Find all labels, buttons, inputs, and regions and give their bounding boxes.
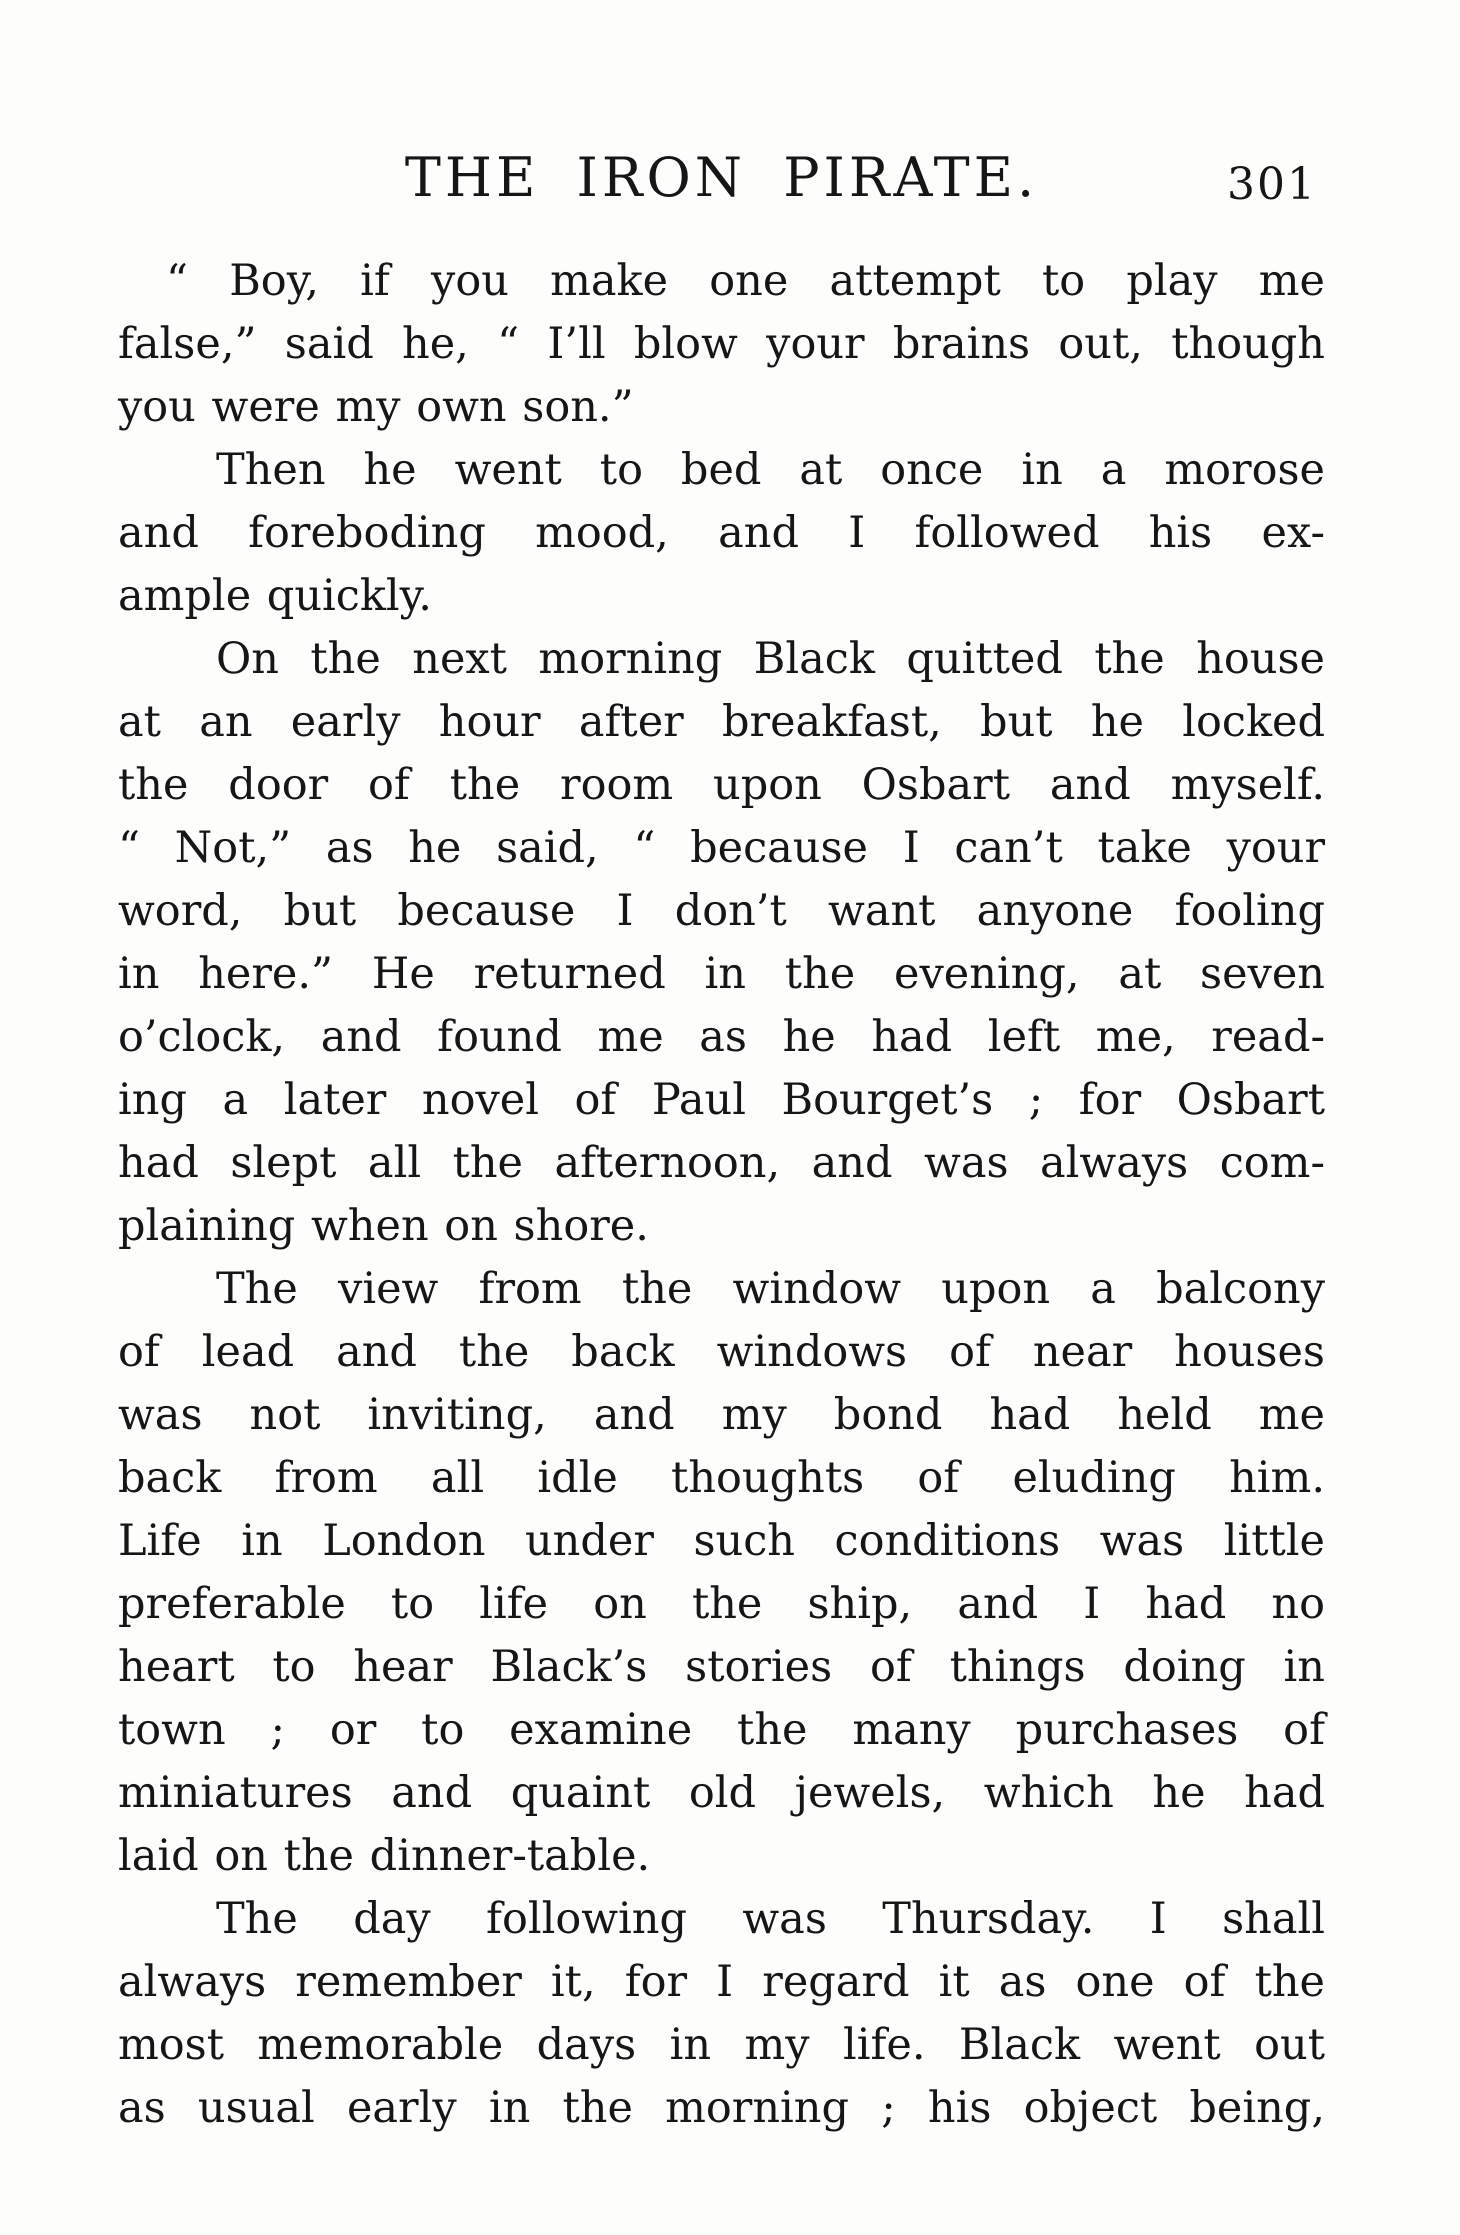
text-line: laid on the dinner-table. [118, 1831, 651, 1881]
text-line: false,” said he, “ I’ll blow your brains out, though [118, 319, 1325, 369]
running-head [118, 148, 1325, 212]
text-line: as usual early in the morning ; his object being, [118, 2083, 1325, 2133]
paragraph [118, 1888, 1325, 2140]
text-line: plaining when on shore. [118, 1201, 649, 1251]
text-line: Then he went to bed at once in a morose [216, 445, 1325, 495]
page-number: 301 [1227, 159, 1317, 210]
text-line: at an early hour after breakfast, but he locked [118, 697, 1325, 747]
paragraph [118, 1258, 1325, 1888]
text-line: and foreboding mood, and I followed his ex- [118, 508, 1325, 558]
text-line: The view from the window upon a balcony [216, 1264, 1325, 1314]
page-title: THE IRON PIRATE. [404, 146, 1039, 209]
text-line: The day following was Thursday. I shall [216, 1894, 1325, 1944]
page-body [118, 250, 1325, 2140]
text-line: in here.” He returned in the evening, at seven [118, 949, 1325, 999]
text-line: of lead and the back windows of near houses [118, 1327, 1325, 1377]
text-line: heart to hear Black’s stories of things doing in [118, 1642, 1325, 1692]
text-line: “ Not,” as he said, “ because I can’t take your [118, 823, 1325, 873]
text-line: always remember it, for I regard it as one of the [118, 1957, 1325, 2007]
text-line: word, but because I don’t want anyone fooling [118, 886, 1325, 936]
text-line: On the next morning Black quitted the house [216, 634, 1325, 684]
text-line: ing a later novel of Paul Bourget’s ; for Osbart [118, 1075, 1325, 1125]
text-line: o’clock, and found me as he had left me, read- [118, 1012, 1325, 1062]
text-line: you were my own son.” [118, 382, 634, 432]
text-line: Life in London under such conditions was little [118, 1516, 1325, 1566]
paragraph [118, 628, 1325, 1258]
text-line: “ Boy, if you make one attempt to play me [166, 256, 1325, 306]
text-line: back from all idle thoughts of eluding him. [118, 1453, 1325, 1503]
text-line: the door of the room upon Osbart and myself. [118, 760, 1325, 810]
text-line: miniatures and quaint old jewels, which he had [118, 1768, 1325, 1818]
text-line: ample quickly. [118, 571, 432, 621]
text-line: most memorable days in my life. Black went out [118, 2020, 1325, 2070]
text-line: preferable to life on the ship, and I had no [118, 1579, 1325, 1629]
text-line: town ; or to examine the many purchases of [118, 1705, 1325, 1755]
text-line: had slept all the afternoon, and was always com- [118, 1138, 1325, 1188]
paragraph [118, 439, 1325, 628]
paragraph [118, 250, 1325, 439]
text-line: was not inviting, and my bond had held me [118, 1390, 1325, 1440]
